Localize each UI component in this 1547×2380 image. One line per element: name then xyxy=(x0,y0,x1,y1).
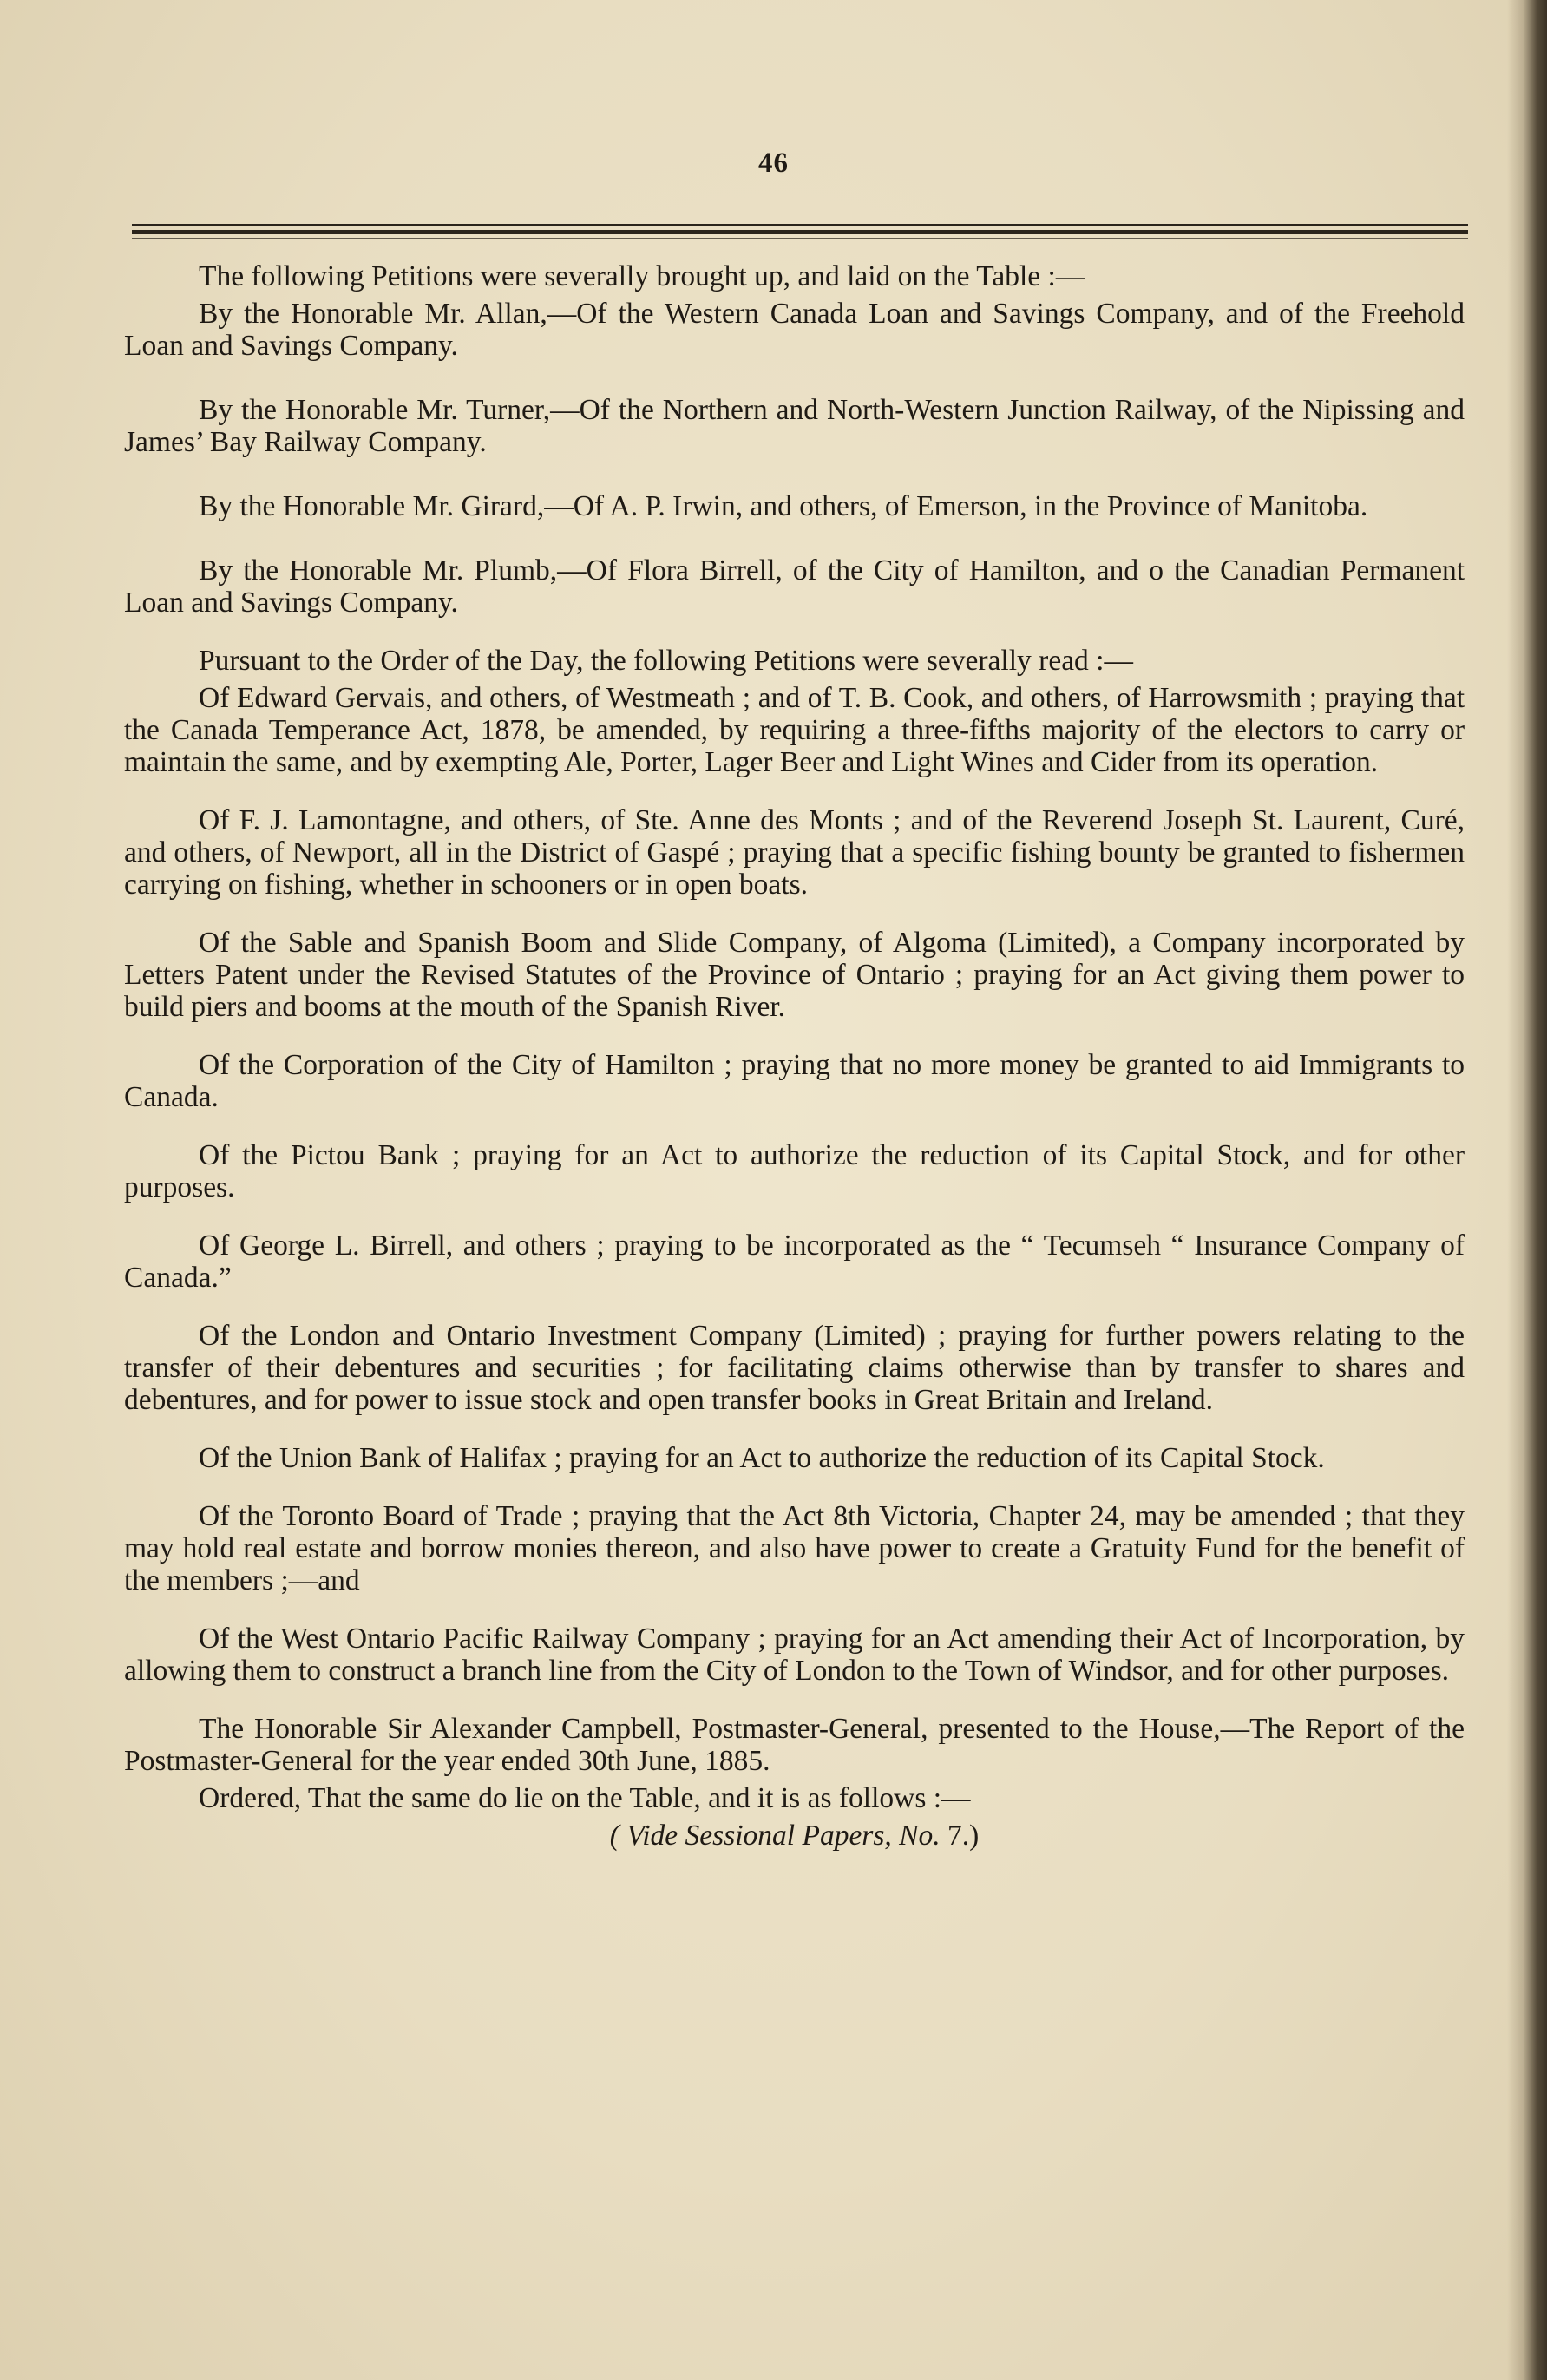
paragraph: Pursuant to the Order of the Day, the following Petitions were severally read :— xyxy=(199,645,1133,677)
binding-edge xyxy=(1507,0,1547,2380)
header-rule-thick xyxy=(132,230,1468,234)
reference-number: 7.) xyxy=(947,1819,980,1852)
paragraph: By the Honorable Mr. Allan,—Of the Western Canada Loan and Savings Company, and of the Freehold Loan and Savings Company. xyxy=(124,298,1465,362)
paragraph: Of the Sable and Spanish Boom and Slide Company, of Algoma (Limited), a Company incorporated by Letters Patent under the Revised Statutes of the Province of Ontario ; praying for an Act giving them power to build piers and booms at the mouth of the Spanish River. xyxy=(124,927,1465,1023)
paragraph: Of F. J. Lamontagne, and others, of Ste. Anne des Monts ; and of the Reverend Joseph St. Laurent, Curé, and others, of Newport, all in the District of Gaspé ; praying that a specific fishing bounty be granted to fishermen carrying on fishing, whether in schooners or in open boats. xyxy=(124,804,1465,901)
paragraph: Of the London and Ontario Investment Company (Limited) ; praying for further powers relating to the transfer of their debentures and securities ; for facilitating claims otherwise than by transfer to shares and debentures, and for power to issue stock and open transfer books in Great Britain and Ireland. xyxy=(124,1320,1465,1416)
paragraph: By the Honorable Mr. Girard,—Of A. P. Irwin, and others, of Emerson, in the Province of Manitoba. xyxy=(199,490,1368,522)
header-rule xyxy=(132,224,1468,226)
paragraph: Ordered, That the same do lie on the Table, and it is as follows :— xyxy=(199,1782,971,1814)
paragraph: Of the Pictou Bank ; praying for an Act to authorize the reduction of its Capital Stock, and for other purposes. xyxy=(124,1139,1465,1203)
paragraph: By the Honorable Mr. Plumb,—Of Flora Birrell, of the City of Hamilton, and o the Canadian Permanent Loan and Savings Company. xyxy=(124,554,1465,619)
page-number: 46 xyxy=(758,148,789,179)
sessional-papers-reference xyxy=(124,1819,1465,1852)
paragraph: Of George L. Birrell, and others ; praying to be incorporated as the “ Tecumseh “ Insurance Company of Canada.” xyxy=(124,1229,1465,1294)
paragraph: Of the Union Bank of Halifax ; praying for an Act to authorize the reduction of its Capital Stock. xyxy=(199,1442,1325,1474)
paragraph: Of the West Ontario Pacific Railway Company ; praying for an Act amending their Act of Incorporation, by allowing them to construct a branch line from the City of London to the Town of Windsor, and for other purposes. xyxy=(124,1623,1465,1687)
paragraph: By the Honorable Mr. Turner,—Of the Northern and North-Western Junction Railway, of the Nipissing and James’ Bay Railway Company. xyxy=(124,394,1465,458)
paragraph: Of Edward Gervais, and others, of Westmeath ; and of T. B. Cook, and others, of Harrowsmith ; praying that the Canada Temperance Act, 1878, be amended, by requiring a three-fifths majority of the electors to carry or maintain the same, and by exempting Ale, Porter, Lager Beer and Light Wines and Cider from its operation. xyxy=(124,682,1465,778)
paragraph: The following Petitions were severally brought up, and laid on the Table :— xyxy=(199,260,1085,292)
reference-text: ( Vide Sessional Papers, No. xyxy=(609,1819,947,1852)
paragraph: Of the Corporation of the City of Hamilton ; praying that no more money be granted to aid Immigrants to Canada. xyxy=(124,1049,1465,1113)
body-text xyxy=(124,260,1465,1852)
paragraph: Of the Toronto Board of Trade ; praying that the Act 8th Victoria, Chapter 24, may be amended ; that they may hold real estate and borrow monies thereon, and also have power to create a Gratuity Fund for the benefit of the members ;—and xyxy=(124,1500,1465,1597)
header-rule-thin xyxy=(132,238,1468,239)
paragraph: The Honorable Sir Alexander Campbell, Postmaster-General, presented to the House,—The Report of the Postmaster-General for the year ended 30th June, 1885. xyxy=(124,1713,1465,1777)
